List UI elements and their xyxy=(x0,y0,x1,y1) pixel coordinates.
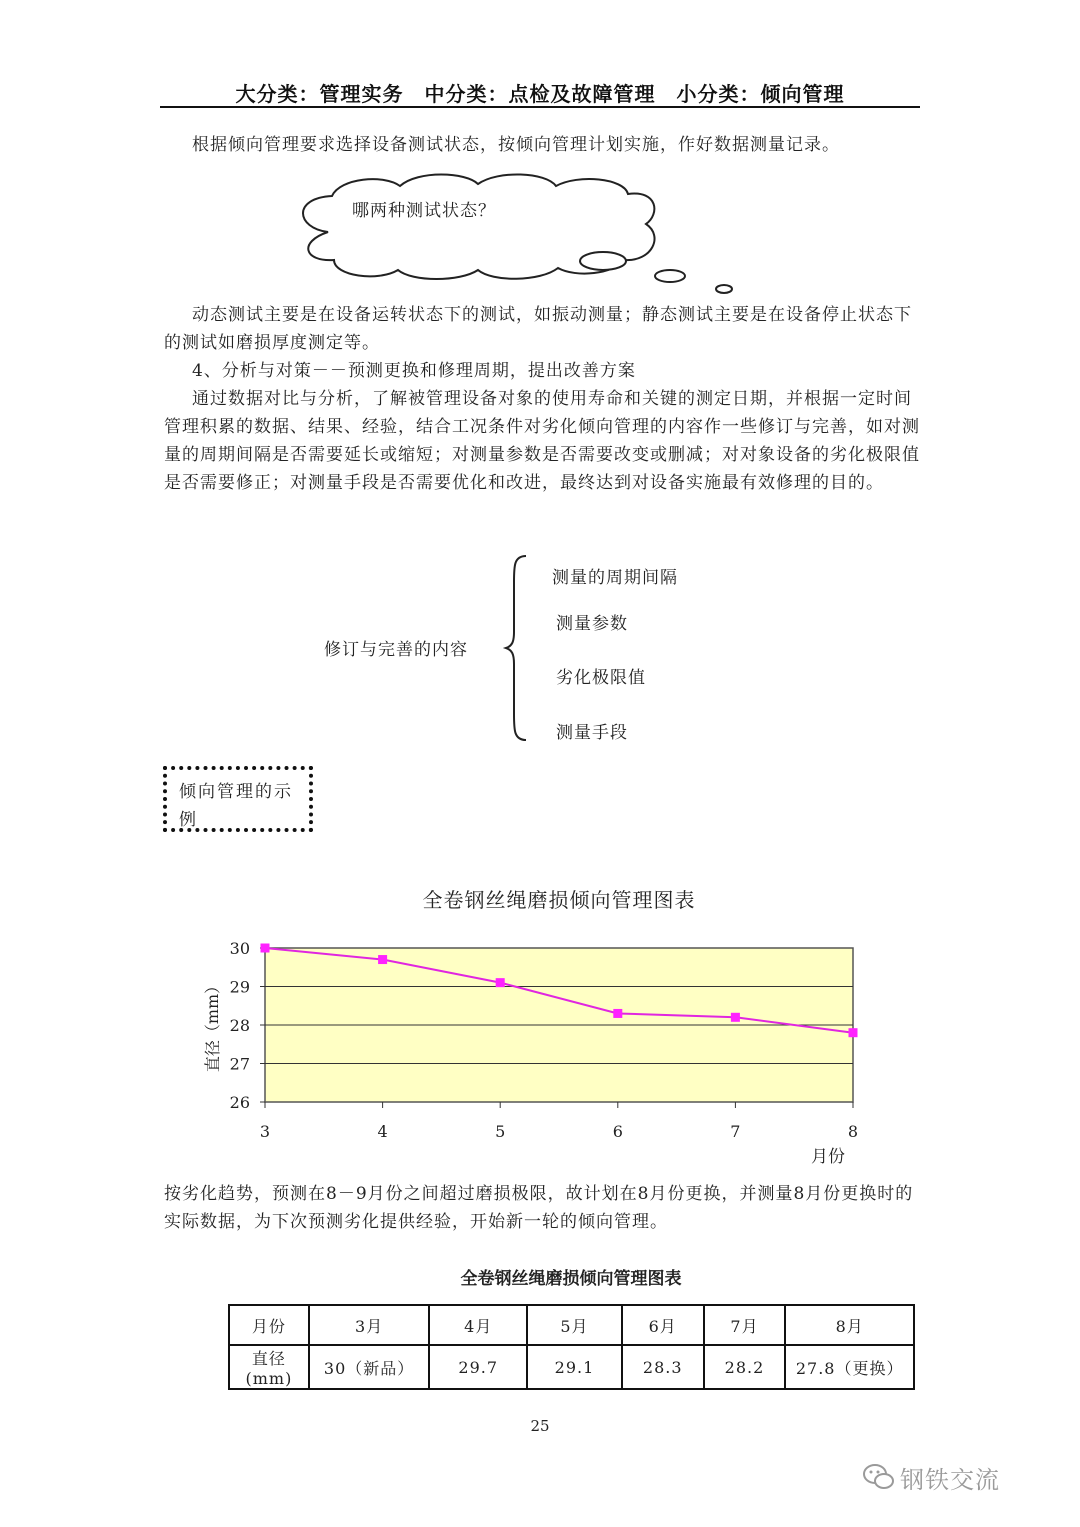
y-tick-label: 26 xyxy=(229,1093,250,1112)
table-cell-diameter: 30（新品） xyxy=(309,1345,430,1389)
data-point xyxy=(261,944,270,953)
data-point xyxy=(378,955,387,964)
data-point xyxy=(849,1028,858,1037)
x-axis-label: 月份 xyxy=(811,1147,845,1167)
table-cell-diameter: 29.7 xyxy=(429,1345,527,1389)
thought-bubble-graphic xyxy=(288,170,748,300)
table-cell-month: 5月 xyxy=(527,1305,622,1345)
table-cell-diameter: 28.3 xyxy=(622,1345,704,1389)
section4-body: 通过数据对比与分析，了解被管理设备对象的使用寿命和关键的测定日期，并根据一定时间管理积累的数据、结果、经验，结合工况条件对劣化倾向管理的内容作一些修订与完善，如对测量的周期间隔是否需要延长或缩短；对测量参数是否需要改变或删减；对对象设备的劣化极限值是否需要修正；对测量手段是否需要优化和改进，最终达到对设备实施最有效修理的目的。 xyxy=(164,389,920,493)
table-cell-month: 6月 xyxy=(622,1305,704,1345)
wear-data-table xyxy=(228,1304,915,1390)
revision-item-parameters: 测量参数 xyxy=(556,614,628,634)
wechat-icon xyxy=(862,1462,896,1492)
header-rule xyxy=(160,106,920,108)
data-point xyxy=(496,978,505,987)
revision-item-method: 测量手段 xyxy=(556,723,628,743)
example-label-box: 倾向管理的示例 xyxy=(163,766,313,832)
table-cell-diameter: 27.8（更换） xyxy=(785,1345,914,1389)
intro-paragraph: 根据倾向管理要求选择设备测试状态，按倾向管理计划实施，作好数据测量记录。 xyxy=(192,135,840,155)
thought-bubble-text: 哪两种测试状态？ xyxy=(352,201,496,221)
test-states-paragraph: 动态测试主要是在设备运转状态下的测试，如振动测量；静态测试主要是在设备停止状态下的测试如磨损厚度测定等。 xyxy=(164,305,912,353)
y-axis-label: 直径（mm） xyxy=(203,977,222,1073)
table-cell-month: 7月 xyxy=(704,1305,786,1345)
table-cell-diameter: 28.2 xyxy=(704,1345,786,1389)
section4-heading: 4、分析与对策－－预测更换和修理周期，提出改善方案 xyxy=(192,361,636,381)
table-cell-month: 3月 xyxy=(309,1305,430,1345)
table-cell-month: 4月 xyxy=(429,1305,527,1345)
table-cell-diameter: 29.1 xyxy=(527,1345,622,1389)
data-point xyxy=(731,1013,740,1022)
x-tick-label: 8 xyxy=(847,1122,859,1141)
chart-title: 全卷钢丝绳磨损倾向管理图表 xyxy=(422,888,696,912)
x-tick-label: 6 xyxy=(612,1122,623,1141)
y-tick-label: 29 xyxy=(229,977,250,997)
table-cell-month: 8月 xyxy=(785,1305,914,1345)
revision-item-limit: 劣化极限值 xyxy=(556,668,646,688)
table-header-month: 月份 xyxy=(229,1305,309,1345)
page-number: 25 xyxy=(530,1417,550,1435)
x-tick-label: 4 xyxy=(377,1122,388,1141)
x-tick-label: 7 xyxy=(730,1122,741,1141)
y-tick-label: 28 xyxy=(229,1016,250,1035)
table-row-diameters xyxy=(229,1345,914,1389)
x-tick-label: 5 xyxy=(495,1122,506,1141)
y-tick-label: 30 xyxy=(229,939,250,958)
wear-trend-chart xyxy=(180,930,900,1180)
table-header-diameter: 直径(mm) xyxy=(229,1345,309,1389)
page-header: 大分类：管理实务 中分类：点检及故障管理 小分类：倾向管理 xyxy=(235,82,845,106)
y-tick-label: 27 xyxy=(229,1054,250,1074)
revision-tree-root: 修订与完善的内容 xyxy=(324,640,468,660)
forecast-paragraph: 按劣化趋势，预测在8－9月份之间超过磨损极限，故计划在8月份更换，并测量8月份更换时的实际数据，为下次预测劣化提供经验，开始新一轮的倾向管理。 xyxy=(164,1184,914,1232)
x-tick-label: 3 xyxy=(259,1122,271,1141)
data-point xyxy=(613,1009,622,1018)
revision-item-interval: 测量的周期间隔 xyxy=(552,568,678,588)
table-title: 全卷钢丝绳磨损倾向管理图表 xyxy=(460,1269,682,1289)
curly-brace xyxy=(500,552,540,744)
table-row-months xyxy=(229,1305,914,1345)
watermark-text: 钢铁交流 xyxy=(900,1466,1000,1494)
